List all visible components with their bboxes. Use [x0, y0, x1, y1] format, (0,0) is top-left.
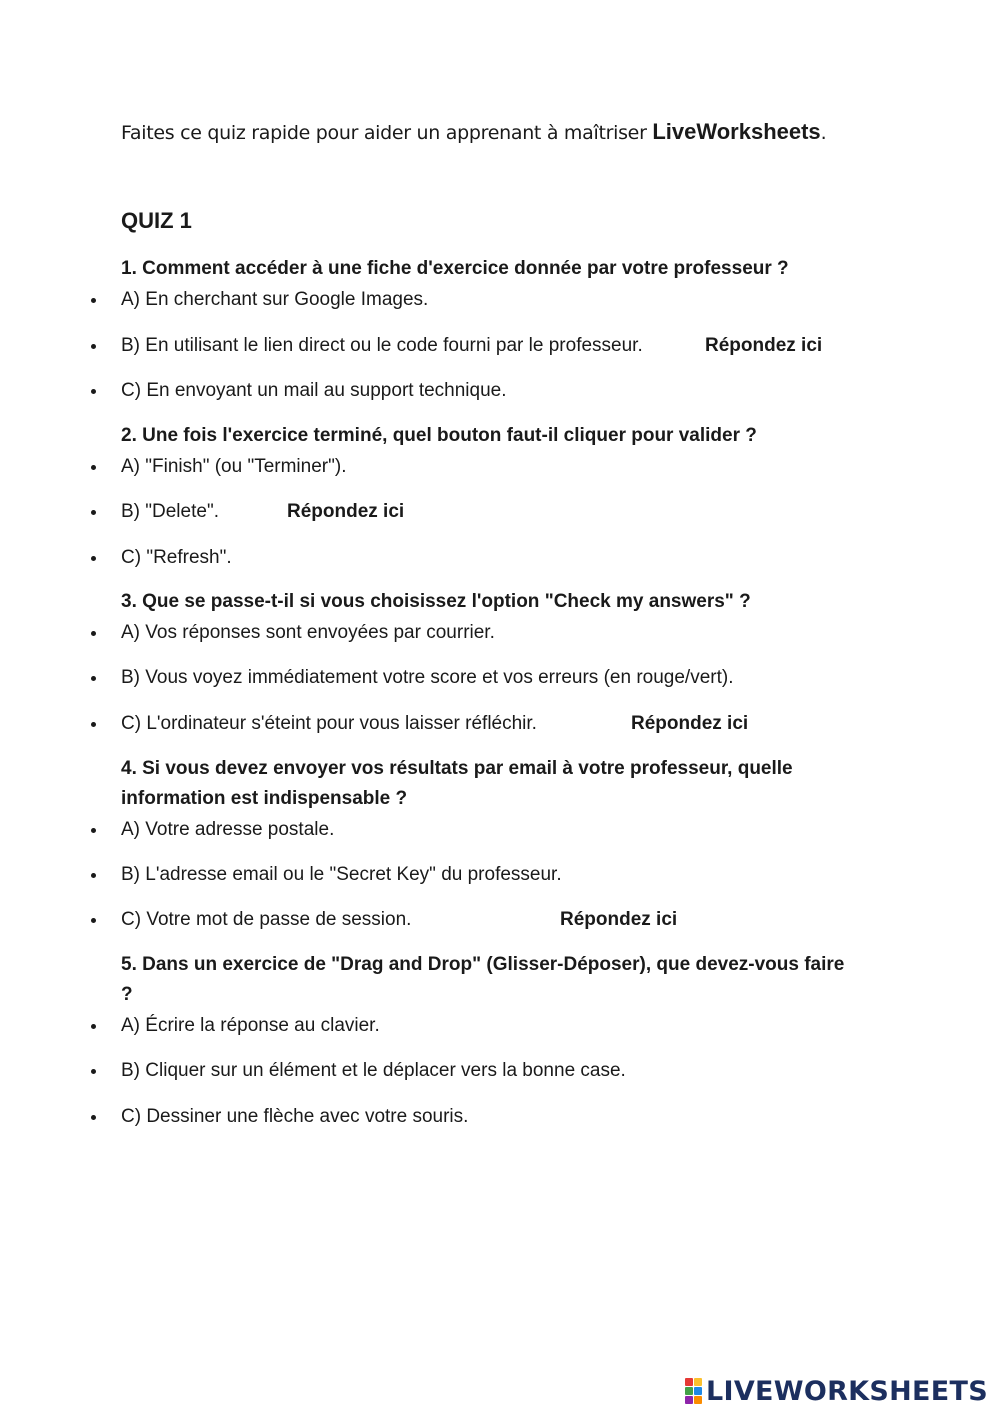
q2-option-a[interactable]: [121, 455, 921, 479]
q4-option-b[interactable]: [121, 863, 921, 887]
logo-block: [685, 1396, 693, 1404]
question-3: 3. Que se passe-t-il si vous choisissez l'option "Check my answers" ?: [121, 591, 751, 612]
q1-option-b[interactable]: [121, 334, 921, 358]
option-label: A) Votre adresse postale.: [121, 819, 335, 840]
q1-answer-field[interactable]: Répondez ici: [705, 335, 823, 356]
intro-end: .: [820, 122, 827, 144]
option-label: A) Écrire la réponse au clavier.: [121, 1015, 380, 1036]
q4-option-c[interactable]: [121, 908, 921, 932]
logo-block: [685, 1387, 693, 1395]
option-label: A) En cherchant sur Google Images.: [121, 289, 429, 310]
logo-block: [694, 1396, 702, 1404]
q2-answer-field[interactable]: Répondez ici: [287, 501, 405, 522]
intro-text: [121, 119, 826, 145]
q5-option-c[interactable]: [121, 1105, 921, 1129]
q1-option-a[interactable]: [121, 288, 921, 312]
logo-block: [694, 1387, 702, 1395]
option-label: C) Votre mot de passe de session.: [121, 909, 412, 930]
option-label: B) Cliquer sur un élément et le déplacer vers la bonne case.: [121, 1060, 626, 1081]
option-label: B) L'adresse email ou le "Secret Key" du professeur.: [121, 864, 562, 885]
intro-sentence: Faites ce quiz rapide pour aider un apprenant à maîtriser: [121, 122, 653, 144]
option-label: C) L'ordinateur s'éteint pour vous laisser réfléchir.: [121, 713, 537, 734]
logo-text: LIVEWORKSHEETS: [705, 1375, 988, 1407]
option-label: B) En utilisant le lien direct ou le code fourni par le professeur.: [121, 335, 643, 356]
q4-option-a[interactable]: [121, 818, 921, 842]
q1-option-c[interactable]: [121, 379, 921, 403]
question-1: 1. Comment accéder à une fiche d'exercice donnée par votre professeur ?: [121, 258, 789, 279]
option-label: A) Vos réponses sont envoyées par courrier.: [121, 622, 495, 643]
logo-blocks-icon: [685, 1378, 702, 1404]
q3-option-c[interactable]: [121, 712, 921, 736]
q2-option-c[interactable]: [121, 546, 921, 570]
quiz-title: QUIZ 1: [121, 208, 192, 233]
option-label: A) "Finish" (ou "Terminer").: [121, 456, 347, 477]
q5-option-a[interactable]: [121, 1014, 921, 1038]
question-4: 4. Si vous devez envoyer vos résultats par email à votre professeur, quelle information est indispensable ?: [121, 758, 793, 809]
logo-block: [694, 1378, 702, 1386]
question-5: 5. Dans un exercice de "Drag and Drop" (Glisser-Déposer), que devez-vous faire ?: [121, 954, 845, 1005]
logo-block: [685, 1378, 693, 1386]
intro-brand: LiveWorksheets: [652, 119, 821, 144]
question-2: 2. Une fois l'exercice terminé, quel bouton faut-il cliquer pour valider ?: [121, 425, 757, 446]
liveworksheets-logo: [685, 1376, 988, 1406]
q4-answer-field[interactable]: Répondez ici: [560, 909, 678, 930]
option-label: C) Dessiner une flèche avec votre souris.: [121, 1106, 469, 1127]
q3-answer-field[interactable]: Répondez ici: [631, 713, 749, 734]
option-label: C) "Refresh".: [121, 547, 232, 568]
option-label: C) En envoyant un mail au support technique.: [121, 380, 507, 401]
option-label: B) "Delete".: [121, 501, 219, 522]
q3-option-a[interactable]: [121, 621, 921, 645]
q5-option-b[interactable]: [121, 1059, 921, 1083]
q3-option-b[interactable]: [121, 666, 921, 690]
q2-option-b[interactable]: [121, 500, 921, 524]
option-label: B) Vous voyez immédiatement votre score et vos erreurs (en rouge/vert).: [121, 667, 734, 688]
